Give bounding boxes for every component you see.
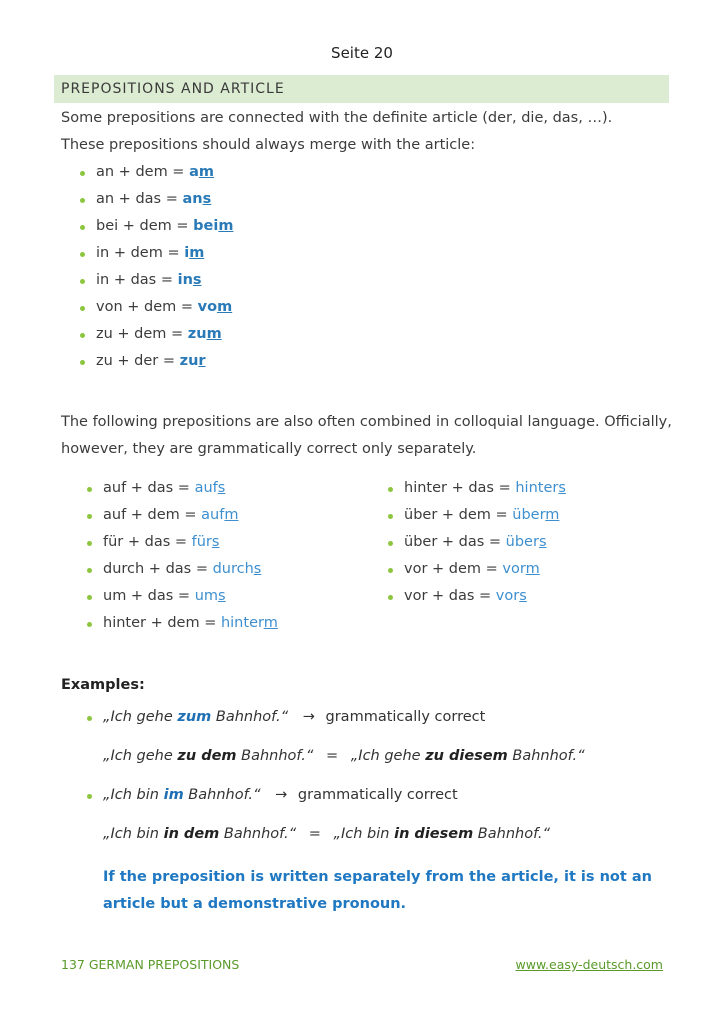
example-text: „Ich bin — [103, 826, 164, 842]
bullet-icon — [388, 514, 393, 519]
list-item-result: hinters — [515, 480, 566, 496]
list-item — [96, 245, 204, 261]
example-verdict: grammatically correct — [325, 709, 486, 725]
example-comparison — [103, 748, 585, 764]
arrow-icon: → — [275, 787, 288, 803]
list-item — [96, 353, 206, 369]
list-item-formula: durch + das = — [103, 561, 213, 577]
example-sentence — [103, 709, 485, 725]
list-item-formula: auf + dem = — [103, 507, 202, 523]
example-text: „Ich bin — [333, 826, 395, 842]
arrow-icon: → — [302, 709, 315, 725]
bullet-icon — [388, 541, 393, 546]
list-item-formula: an + das = — [96, 191, 183, 207]
list-item-result: vom — [197, 299, 233, 315]
list-item-formula: bei + dem = — [96, 218, 194, 234]
example-text: Bahnhof.“ — [183, 787, 261, 803]
bullet-icon — [87, 794, 92, 799]
equals-sign: = — [326, 748, 339, 764]
list-item-formula: vor + das = — [404, 588, 496, 604]
list-item-formula: über + das = — [404, 534, 506, 550]
list-item-formula: für + das = — [103, 534, 192, 550]
page-number: Seite 20 — [331, 44, 393, 62]
note-callout: If the preposition is written separately from the article, it is not an article but a demonstrative pronoun. — [103, 869, 652, 912]
example-bold: in diesem — [394, 826, 474, 842]
list-item-result: überm — [512, 507, 560, 523]
intro-text: Some prepositions are connected with the definite article (der, die, das, …). — [61, 110, 613, 126]
bullet-icon — [80, 198, 85, 203]
bullet-icon — [80, 225, 85, 230]
equals-sign: = — [308, 826, 321, 842]
example-text: Bahnhof.“ — [473, 826, 551, 842]
colloquial-intro: The following prepositions are also often combined in colloquial language. Officially, — [61, 414, 672, 430]
list-item-result: am — [189, 164, 214, 180]
bullet-icon — [87, 595, 92, 600]
list-item — [404, 480, 566, 496]
list-item — [96, 191, 211, 207]
bullet-icon — [87, 487, 92, 492]
list-item — [96, 218, 233, 234]
example-comparison — [103, 826, 550, 842]
list-item-formula: in + das = — [96, 272, 178, 288]
list-item-formula: auf + das = — [103, 480, 195, 496]
list-item-result: durchs — [212, 561, 262, 577]
list-item-result: zum — [187, 326, 222, 342]
bullet-icon — [87, 716, 92, 721]
list-item-result: fürs — [191, 534, 220, 550]
example-bold: zu dem — [177, 748, 237, 764]
list-item — [404, 588, 527, 604]
list-item-result: ans — [182, 191, 212, 207]
list-item — [404, 534, 547, 550]
bullet-icon — [80, 279, 85, 284]
list-item — [103, 534, 219, 550]
list-item — [103, 507, 238, 523]
list-item-formula: an + dem = — [96, 164, 190, 180]
list-item — [404, 507, 559, 523]
list-item — [96, 299, 232, 315]
list-item — [103, 561, 261, 577]
list-item — [103, 588, 226, 604]
list-item-formula: von + dem = — [96, 299, 198, 315]
section-title: PREPOSITIONS AND ARTICLE — [54, 75, 669, 103]
example-text: „Ich gehe — [103, 709, 178, 725]
list-item — [96, 272, 202, 288]
intro-text: These prepositions should always merge with the article: — [61, 137, 476, 153]
list-item-formula: in + dem = — [96, 245, 185, 261]
example-text: Bahnhof.“ — [219, 826, 297, 842]
list-item — [103, 615, 278, 631]
bullet-icon — [388, 568, 393, 573]
list-item-formula: um + das = — [103, 588, 195, 604]
list-item-result: ums — [194, 588, 226, 604]
list-item-formula: hinter + dem = — [103, 615, 221, 631]
example-verdict: grammatically correct — [297, 787, 458, 803]
list-item — [103, 480, 225, 496]
bullet-icon — [80, 306, 85, 311]
list-item-result: ins — [177, 272, 202, 288]
bullet-icon — [80, 252, 85, 257]
list-item-result: vors — [495, 588, 527, 604]
bullet-icon — [388, 595, 393, 600]
example-sentence — [103, 787, 458, 803]
example-bold: zu diesem — [425, 748, 508, 764]
list-item-result: aufm — [201, 507, 239, 523]
example-text: Bahnhof.“ — [507, 748, 585, 764]
list-item-formula: hinter + das = — [404, 480, 516, 496]
example-text: Bahnhof.“ — [211, 709, 289, 725]
list-item — [96, 326, 222, 342]
bullet-icon — [80, 333, 85, 338]
example-bold: in dem — [163, 826, 220, 842]
list-item-formula: zu + der = — [96, 353, 180, 369]
list-item-result: hinterm — [220, 615, 278, 631]
bullet-icon — [80, 360, 85, 365]
bullet-icon — [87, 541, 92, 546]
list-item — [404, 561, 540, 577]
bullet-icon — [388, 487, 393, 492]
example-text: „Ich gehe — [103, 748, 178, 764]
bullet-icon — [80, 171, 85, 176]
footer-title: 137 GERMAN PREPOSITIONS — [61, 957, 240, 972]
list-item — [96, 164, 214, 180]
example-merged-word: im — [163, 787, 184, 803]
bullet-icon — [87, 622, 92, 627]
list-item-result: im — [184, 245, 205, 261]
example-text: „Ich gehe — [350, 748, 426, 764]
footer-link[interactable]: www.easy-deutsch.com — [515, 957, 663, 972]
list-item-result: aufs — [194, 480, 226, 496]
bullet-icon — [87, 568, 92, 573]
list-item-result: zur — [179, 353, 206, 369]
colloquial-intro: however, they are grammatically correct only separately. — [61, 441, 477, 457]
example-merged-word: zum — [177, 709, 212, 725]
list-item-formula: zu + dem = — [96, 326, 188, 342]
list-item-formula: über + dem = — [404, 507, 513, 523]
example-text: Bahnhof.“ — [236, 748, 314, 764]
list-item-formula: vor + dem = — [404, 561, 503, 577]
list-item-result: vorm — [502, 561, 540, 577]
examples-heading: Examples: — [61, 677, 145, 693]
example-text: „Ich bin — [103, 787, 164, 803]
list-item-result: übers — [505, 534, 547, 550]
list-item-result: beim — [193, 218, 234, 234]
bullet-icon — [87, 514, 92, 519]
